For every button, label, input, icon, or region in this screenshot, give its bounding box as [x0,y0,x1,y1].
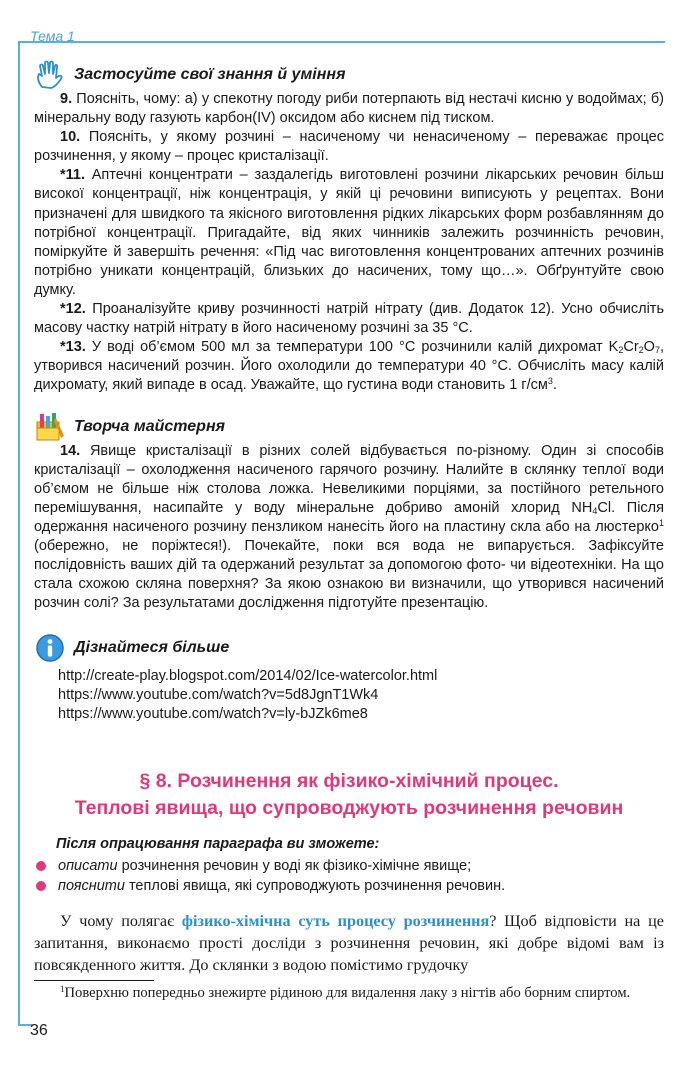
footnote: $^1$Поверхню попередньо знежирте рідиною для видалення лаку з нігтів або борним спиртом. [60,984,631,1002]
learn-links [34,667,664,724]
running-header-topic: Тема 1 [30,28,75,44]
task-11: *11. Аптечні концентрати – заздалегідь виготовлені розчини лікарських речовин більш високої концентрації, ніж концентрація, у якій ці речовини виписують у рецептах. Вони призначені для швидкого та якісного виготовлення рідких лікарських форм розбавлянням до потрібної концентрації. Пригадайте, від яких чинників залежить розчинність речовин, поміркуйте й завершіть речення: «Під час виготовлення концентрованих аптечних розчинів потрібно уникати концентрацій, близьких до насичених, тому що…». Обґрунтуйте свою думку. [34,167,664,298]
learning-outcomes-heading: Після опрацювання параграфа ви зможете: [56,836,380,853]
section-learn-title: Дізнайтеся більше [74,639,230,657]
task-10: 10. Поясніть, у якому розчині – насиченому чи ненасиченому – переважає процес розчинення, у якому – процес кристалізації. [34,129,664,165]
page-number: 36 [30,1022,48,1039]
info-icon [34,633,66,663]
key-term: фізико-хімічна суть процесу розчинення [181,912,490,931]
footnote-divider [34,980,154,981]
list-item: пояснити теплові явища, які супроводжують розчинення речовин. [34,876,664,896]
page-content [34,60,664,1003]
list-item: описати розчинення речовин у воді як фізико-хімічне явище; [34,856,664,876]
section-apply-header [34,60,664,90]
art-supplies-icon [34,412,66,442]
section-apply-title: Застосуйте свої знання й уміння [74,66,346,83]
section-creative-title: Творча майстерня [74,417,226,435]
task-14: 14. Явище кристалізації в різних солей відбувається по-різному. Один зі способів кристалізації – охолодження насиченого гарячого розчину. Налийте в склянку теплої води об’ємом не більше ніж столова ложка. Невеликими порціями, за постійного ретельного перемішування, насипайте у воду мінеральне добриво амоній хлорид $NH_4Cl$. Після одержання насиченого розчину пензликом нанесіть його на пластину скла або на люстерко$^1$ (обережно, не поріжтеся!). Почекайте, поки вся вода не випарується. Зафіксуйте послідовність ваших дій та одержаний результат за допомогою фото- чи відеотехніки. На що стала схожою скляна поверхня? За якою ознакою ви визначили, що утворився насичений розчин солі? За результатами дослідження підготуйте презентацію. [34,442,664,612]
section-creative-header [34,412,664,442]
learn-link[interactable]: http://create-play.blogspot.com/2014/02/Ice-watercolor.html [58,668,438,685]
bullet-icon [36,881,46,891]
paragraph-intro: У чому полягає фізико-хімічна суть процесу розчинення? Щоб відповісти на це запитання, виконаємо прості досліди з розчинення речовин, які добре відомі вам із повсякденного життя. До склянки з водою помістимо грудочку [34,912,664,975]
page-frame-left-line [18,41,20,1026]
task-12: *12. Проаналізуйте криву розчинності натрій нітрату (див. Додаток 12). Усно обчисліть масову частку натрій нітрату в його насиченому розчині за 35 °С. [34,301,664,337]
page-frame-top-line [18,41,665,43]
learn-link[interactable]: https://www.youtube.com/watch?v=5d8JgnT1Wk4 [58,687,379,704]
footnote-ref: 1 [658,517,664,528]
section-learn-header [34,633,664,663]
section-apply-tasks [34,90,664,396]
bullet-icon [36,861,46,871]
task-9: 9. Поясніть, чому: а) у спекотну погоду риби потерпають від нестачі кисню у водоймах; б) мінеральну воду газують карбон(IV) оксидом або киснем під тиском. [34,91,664,127]
task-13: *13. У воді об’ємом 500 мл за температури 100 °С розчинили калій дихромат $K_2Cr_2O_7$, утворився насичений розчин. Його охолодили до температури 40 °С. Обчисліть масу калій дихромату, який випаде в осад. Уважайте, що густина води становить 1 $г/см^3$. [34,339,664,394]
section-creative-task [34,442,664,614]
hand-icon [34,60,66,90]
learning-outcomes-list [34,856,664,896]
paragraph-title: § 8. Розчинення як фізико-хімічний процес. Теплові явища, що супроводжують розчинення речовин [74,770,624,820]
learn-link[interactable]: https://www.youtube.com/watch?v=ly-bJZk6me8 [58,706,368,723]
